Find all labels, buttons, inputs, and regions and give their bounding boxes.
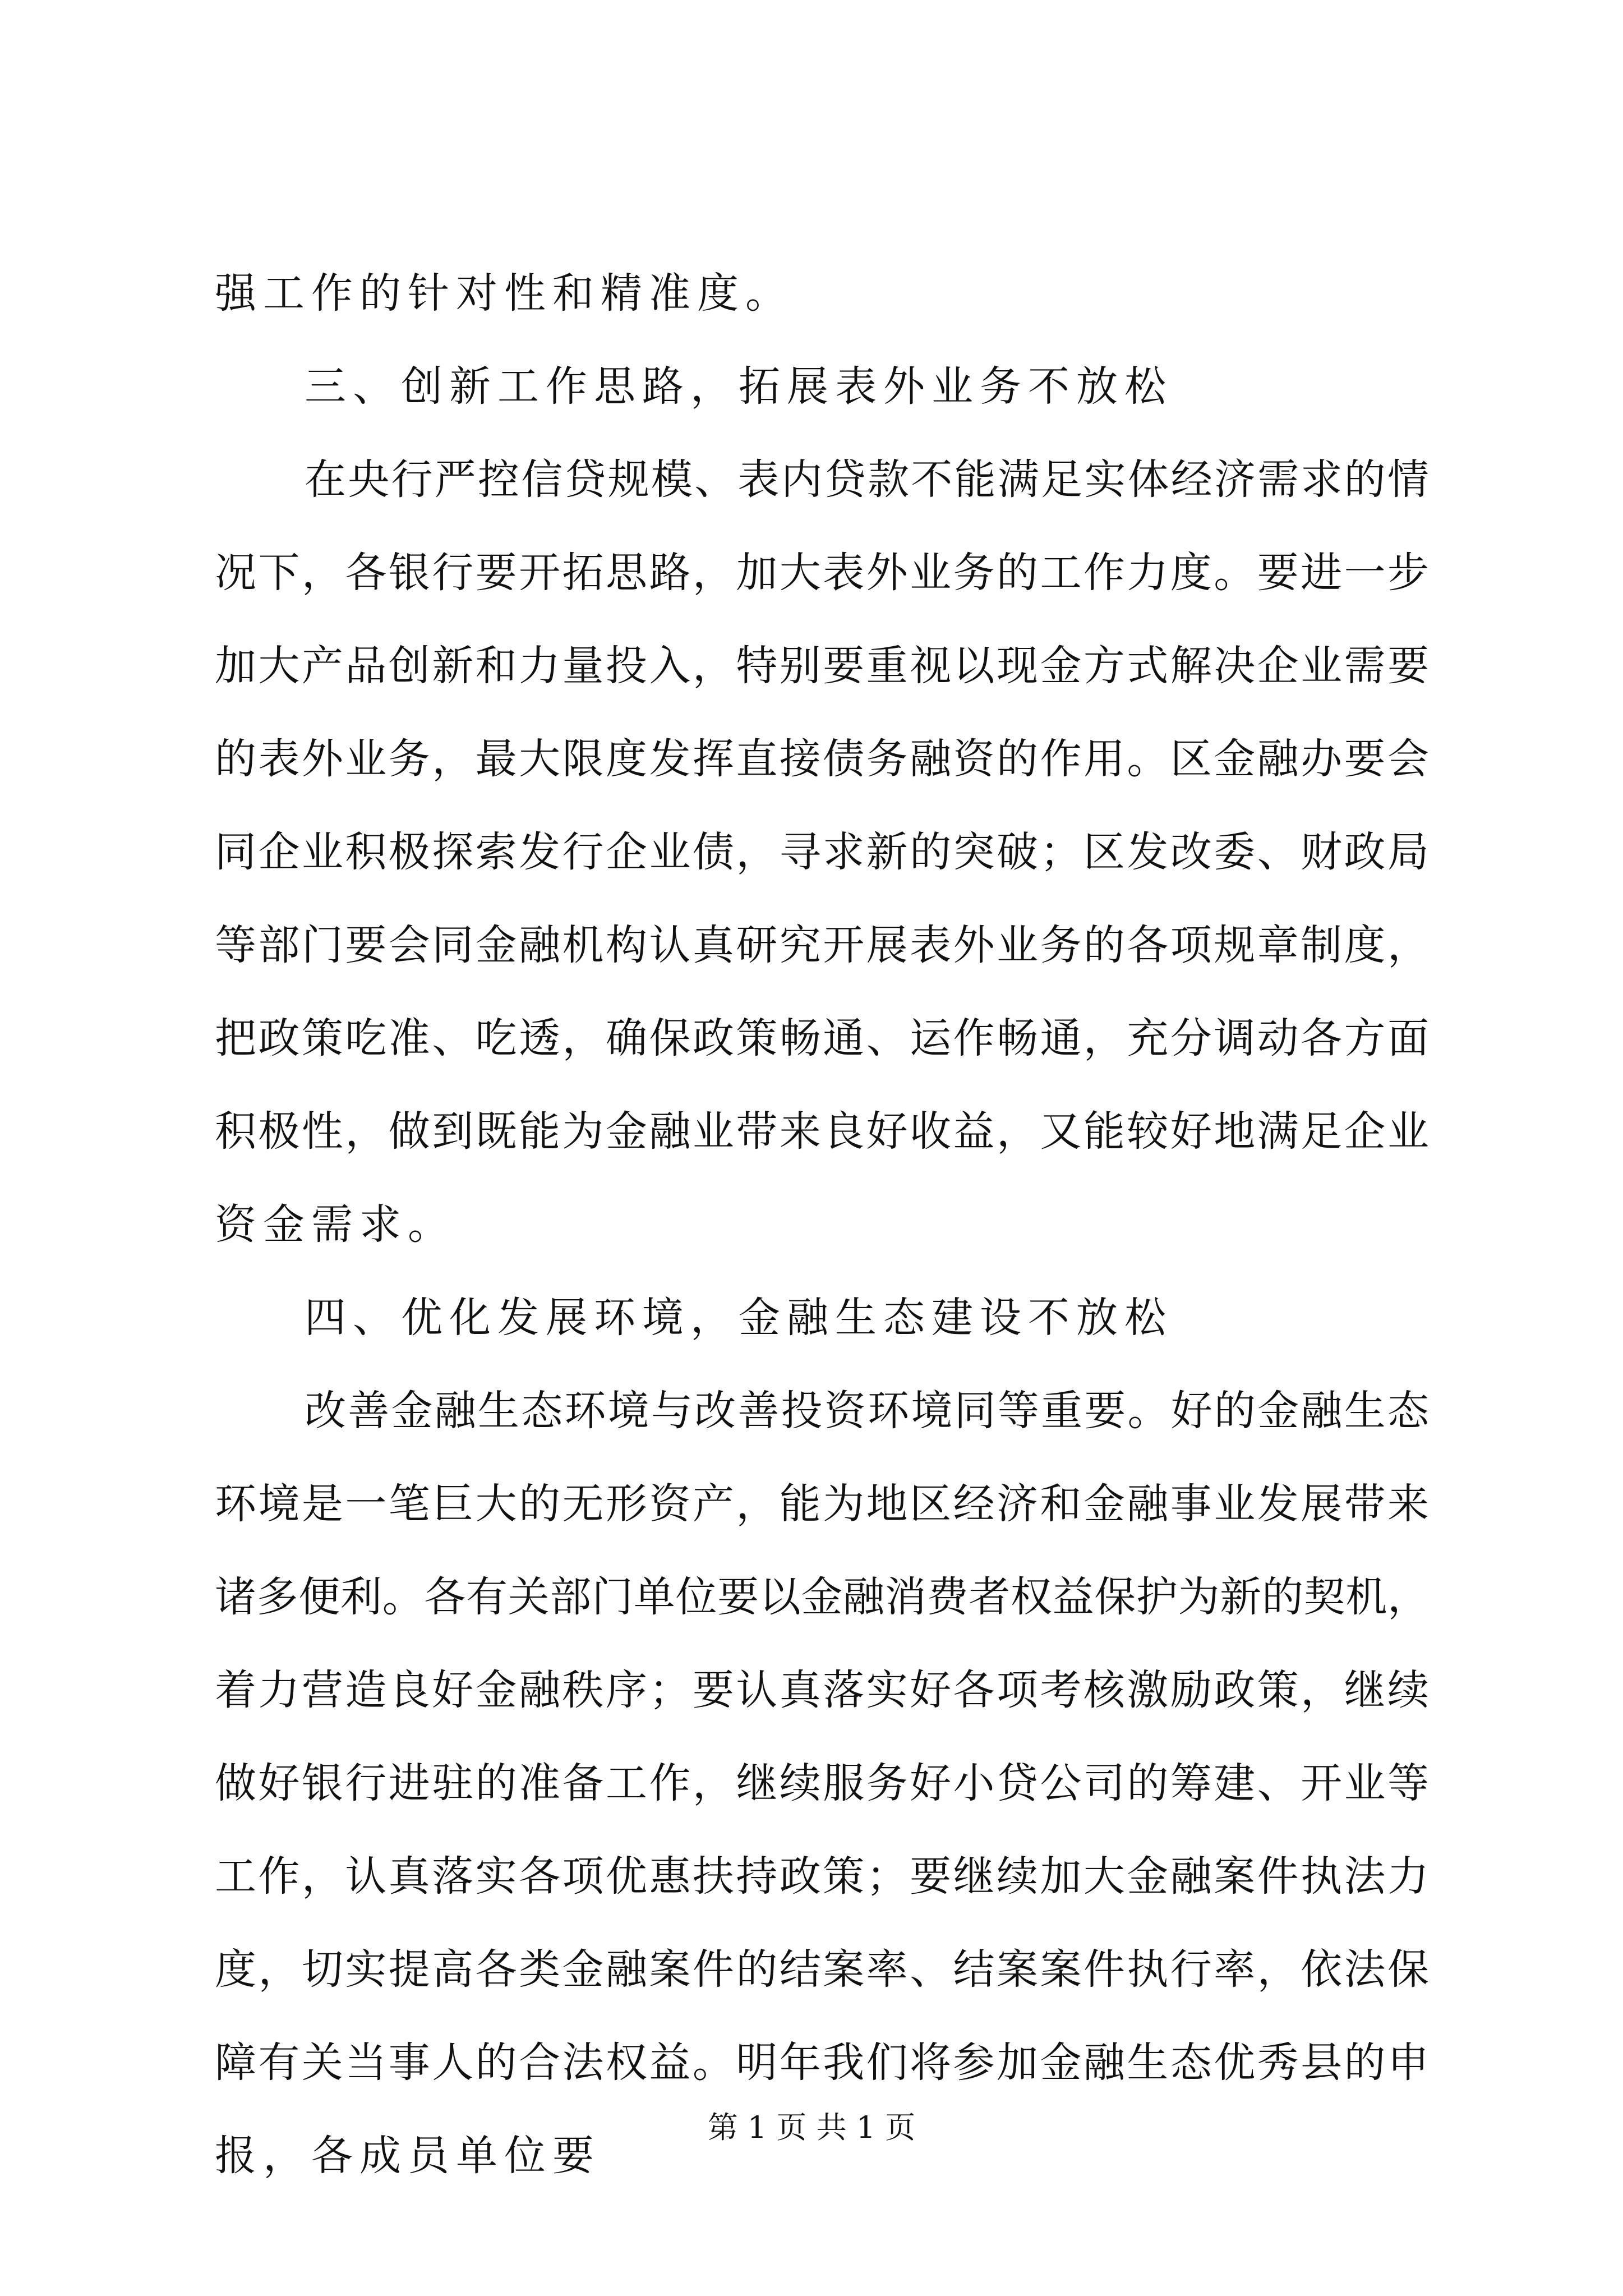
text-line-19: 度，切实提高各类金融案件的结案率、结案案件执行率，依法保 (215, 1945, 1429, 1994)
text-line-14: 环境是一笔巨大的无形资产，能为地区经济和金融事业发展带来 (215, 1480, 1429, 1528)
text-line-3: 在央行严控信贷规模、表内贷款不能满足实体经济需求的情 (305, 455, 1429, 504)
text-line-7: 同企业积极探索发行企业债，寻求新的突破；区发改委、财政局 (215, 828, 1429, 876)
section-heading-4: 四、优化发展环境，金融生态建设不放松 (305, 1294, 1173, 1342)
text-line-20: 障有关当事人的合法权益。明年我们将参加金融生态优秀县的申 (215, 2039, 1429, 2087)
text-line-18: 工作，认真落实各项优惠扶持政策；要继续加大金融案件执法力 (215, 1852, 1429, 1901)
document-body (215, 247, 1429, 2202)
text-line-9: 把政策吃准、吃透，确保政策畅通、运作畅通，充分调动各方面 (215, 1014, 1429, 1062)
text-line-6: 的表外业务，最大限度发挥直接债务融资的作用。区金融办要会 (215, 735, 1429, 783)
text-line-11: 资金需求。 (215, 1200, 456, 1249)
text-line-1: 强工作的针对性和精准度。 (215, 269, 794, 318)
text-line-5: 加大产品创新和力量投入，特别要重视以现金方式解决企业需要 (215, 642, 1429, 690)
text-line-10: 积极性，做到既能为金融业带来良好收益，又能较好地满足企业 (215, 1107, 1429, 1156)
text-line-15: 诸多便利。各有关部门单位要以金融消费者权益保护为新的契机， (215, 1573, 1429, 1621)
text-line-13: 改善金融生态环境与改善投资环境同等重要。好的金融生态 (305, 1387, 1429, 1435)
text-line-4: 况下，各银行要开拓思路，加大表外业务的工作力度。要进一步 (215, 549, 1429, 597)
text-line-21: 报，各成员单位要 (215, 2132, 601, 2180)
page-number-footer: 第 1 页 共 1 页 (707, 2110, 916, 2145)
text-line-8: 等部门要会同金融机构认真研究开展表外业务的各项规章制度， (215, 921, 1429, 969)
text-line-17: 做好银行进驻的准备工作，继续服务好小贷公司的筹建、开业等 (215, 1759, 1429, 1807)
section-heading-3: 三、创新工作思路，拓展表外业务不放松 (305, 362, 1173, 411)
text-line-16: 着力营造良好金融秩序；要认真落实好各项考核激励政策，继续 (215, 1666, 1429, 1714)
